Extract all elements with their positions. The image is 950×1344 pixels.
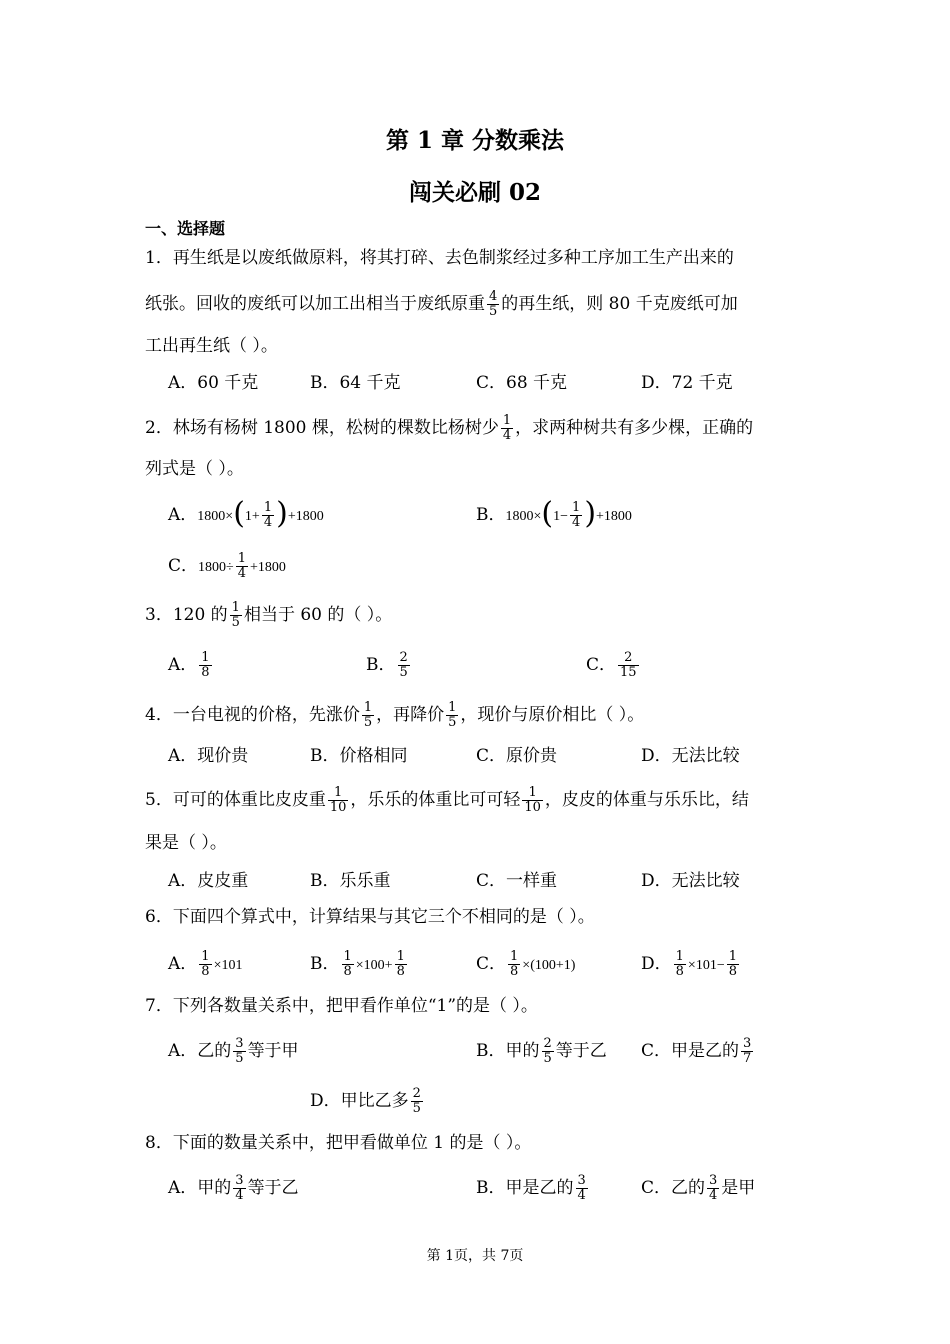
q3-option-c[interactable]: C． $\frac{2}{15}$ <box>586 650 637 680</box>
q8-option-a[interactable]: A．甲的 $\frac{3}{4}$ 等于乙 <box>168 1173 299 1203</box>
question-5-line-1: 5．可可的体重比皮皮重 $\frac{1}{10}$ ，乐乐的体重比可可轻 $\frac{1}{10}$ ，皮皮的体重与乐乐比，结 <box>145 785 749 815</box>
q5-option-c[interactable]: C．一样重 <box>476 871 558 891</box>
q4-option-c[interactable]: C．原价贵 <box>476 746 558 766</box>
q3-option-a[interactable]: A． $\frac{1}{8}$ <box>168 650 210 680</box>
question-1-line-3: 工出再生纸（ ）。 <box>145 336 278 356</box>
q7-option-d[interactable]: D．甲比乙多 $\frac{2}{5}$ <box>310 1086 421 1116</box>
page-subtitle: 闯关必刷 02 <box>408 179 541 206</box>
question-5-line-2: 果是（ ）。 <box>145 833 227 853</box>
q4-option-b[interactable]: B．价格相同 <box>310 746 408 766</box>
q6-option-b[interactable]: B． $\frac{1}{8}$ ×100+ $\frac{1}{8}$ <box>310 949 405 979</box>
question-1-line-1: 1．再生纸是以废纸做原料，将其打碎、去色制浆经过多种工序加工生产出来的 <box>145 248 734 268</box>
q5-option-b[interactable]: B．乐乐重 <box>310 871 391 891</box>
q2-option-a[interactable]: A．1800×(1+ $\frac{1}{4}$ )+1800 <box>168 495 324 531</box>
q3-option-b[interactable]: B． $\frac{2}{5}$ <box>366 650 408 680</box>
q7-option-c[interactable]: C．甲是乙的 $\frac{3}{7}$ <box>641 1036 752 1066</box>
q2-option-c[interactable]: C．1800÷ $\frac{1}{4}$ +1800 <box>168 551 286 581</box>
fraction: $\frac{4}{5}$ <box>489 289 498 319</box>
q6-option-d[interactable]: D． $\frac{1}{8}$ ×101− $\frac{1}{8}$ <box>641 949 737 979</box>
q7-option-a[interactable]: A．乙的 $\frac{3}{5}$ 等于甲 <box>168 1036 299 1066</box>
q1-option-b[interactable]: B．64 千克 <box>310 373 401 393</box>
q8-option-c[interactable]: C．乙的 $\frac{3}{4}$ 是甲 <box>641 1173 756 1203</box>
q5-option-d[interactable]: D．无法比较 <box>641 871 740 891</box>
question-7-line-1: 7．下列各数量关系中，把甲看作单位“1”的是（ ）。 <box>145 996 538 1016</box>
fraction: $\frac{1}{5}$ <box>231 600 240 630</box>
q7-option-b[interactable]: B．甲的 $\frac{2}{5}$ 等于乙 <box>476 1036 607 1066</box>
q1-option-a[interactable]: A．60 千克 <box>168 373 259 393</box>
question-6-line-1: 6．下面四个算式中，计算结果与其它三个不相同的是（ ）。 <box>145 907 595 927</box>
q6-option-c[interactable]: C． $\frac{1}{8}$ ×(100+1) <box>476 949 576 979</box>
question-3-line-1: 3．120 的 $\frac{1}{5}$ 相当于 60 的（ ）。 <box>145 600 393 630</box>
question-1-line-2: 纸张。回收的废纸可以加工出相当于废纸原重 $\frac{4}{5}$ 的再生纸，则 80 千克废纸可加 <box>145 289 738 319</box>
chapter-title: 第 1 章 分数乘法 <box>385 127 565 154</box>
q8-option-b[interactable]: B．甲是乙的 $\frac{3}{4}$ <box>476 1173 586 1203</box>
question-2-line-1: 2．林场有杨树 1800 棵，松树的棵数比杨树少 $\frac{1}{4}$ ，求两种树共有多少棵，正确的 <box>145 413 754 443</box>
q5-option-a[interactable]: A．皮皮重 <box>168 871 249 891</box>
q2-option-b[interactable]: B．1800×(1− $\frac{1}{4}$ )+1800 <box>476 495 632 531</box>
q1-option-c[interactable]: C．68 千克 <box>476 373 568 393</box>
q1-option-d[interactable]: D．72 千克 <box>641 373 733 393</box>
section-heading: 一、选择题 <box>145 219 226 238</box>
q4-option-d[interactable]: D．无法比较 <box>641 746 740 766</box>
page-footer: 第 1页，共 7页 <box>426 1248 524 1264</box>
fraction: $\frac{1}{4}$ <box>502 413 512 443</box>
question-8-line-1: 8．下面的数量关系中，把甲看做单位 1 的是（ ）。 <box>145 1133 532 1153</box>
q4-option-a[interactable]: A．现价贵 <box>168 746 249 766</box>
question-2-line-2: 列式是（ ）。 <box>145 459 244 479</box>
q6-option-a[interactable]: A． $\frac{1}{8}$ ×101 <box>168 949 243 979</box>
question-4-line-1: 4．一台电视的价格，先涨价 $\frac{1}{5}$ ，再降价 $\frac{1}{5}$ ，现价与原价相比（ ）。 <box>145 700 645 730</box>
